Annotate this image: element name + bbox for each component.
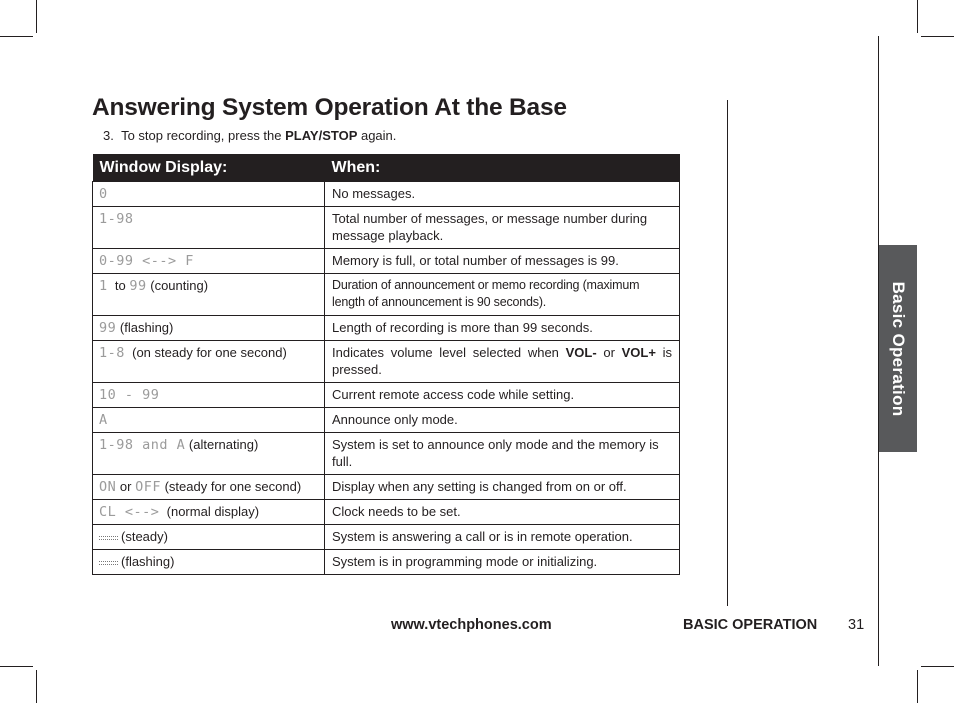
lcd-display-2: 99 <box>129 278 147 294</box>
table-row <box>93 249 680 274</box>
vol-plus-key: VOL+ <box>621 345 656 360</box>
display-note: (steady) <box>121 529 168 544</box>
lcd-display: 1 <box>99 278 108 294</box>
display-note: (steady for one second) <box>164 479 302 494</box>
footer-section: BASIC OPERATION <box>683 617 818 633</box>
table-row <box>93 274 680 316</box>
when-text: or <box>596 345 622 360</box>
when-cell: No messages. <box>325 182 680 207</box>
play-stop-key: PLAY/STOP <box>285 128 358 143</box>
table-row <box>93 408 680 433</box>
lcd-display: ON <box>99 479 117 495</box>
display-note: (normal display) <box>166 504 260 519</box>
dashes-icon <box>99 536 118 540</box>
step-text: To stop recording, press the <box>121 128 286 143</box>
display-note: (counting) <box>150 278 209 293</box>
connector-text: to <box>114 278 126 293</box>
vol-minus-key: VOL- <box>565 345 597 360</box>
when-cell: System is set to announce only mode and the memory is full. <box>325 433 680 475</box>
display-note: (alternating) <box>188 437 259 452</box>
table-row <box>93 525 680 550</box>
header-window-display: Window Display: <box>93 154 325 182</box>
table-row <box>93 475 680 500</box>
when-cell: Duration of announcement or memo recording (maximum length of announcement is 90 seconds). <box>325 274 680 316</box>
when-text: Indicates volume level selected when <box>332 345 566 360</box>
lcd-display: A <box>99 412 108 428</box>
when-cell: Memory is full, or total number of messages is 99. <box>325 249 680 274</box>
table-row <box>93 207 680 249</box>
crop-mark <box>36 0 37 33</box>
lcd-display: 1-98 and A <box>99 437 186 453</box>
when-cell: System is in programming mode or initializing. <box>325 550 680 575</box>
header-when: When: <box>325 154 680 182</box>
when-cell: Current remote access code while setting. <box>325 383 680 408</box>
connector-text: or <box>119 479 132 494</box>
when-cell: Clock needs to be set. <box>325 500 680 525</box>
crop-mark <box>921 36 954 37</box>
page-title: Answering System Operation At the Base <box>92 94 567 121</box>
table-row <box>93 341 680 383</box>
when-cell <box>325 341 680 383</box>
section-tab-label: Basic Operation <box>889 281 908 416</box>
when-cell: Length of recording is more than 99 seconds. <box>325 316 680 341</box>
dashes-icon <box>99 561 118 565</box>
when-cell: Total number of messages, or message number during message playback. <box>325 207 680 249</box>
crop-mark <box>0 666 33 667</box>
table-row <box>93 500 680 525</box>
lcd-display-2: OFF <box>135 479 161 495</box>
display-note: (flashing) <box>119 320 174 335</box>
section-tab <box>879 245 917 452</box>
when-cell: Display when any setting is changed from on or off. <box>325 475 680 500</box>
table-row <box>93 550 680 575</box>
display-note: (flashing) <box>121 554 175 569</box>
crop-mark <box>921 666 954 667</box>
step-text-end: again. <box>357 128 397 143</box>
table-row <box>93 182 680 207</box>
lcd-display: 10 - 99 <box>99 387 160 403</box>
when-cell: System is answering a call or is in remote operation. <box>325 525 680 550</box>
crop-mark <box>0 36 33 37</box>
crop-mark <box>917 670 918 703</box>
lcd-display: 0 <box>99 186 108 202</box>
table-header-row <box>93 154 680 182</box>
when-text: is pressed. <box>332 345 672 377</box>
display-table <box>92 154 680 575</box>
crop-mark <box>36 670 37 703</box>
table-row <box>93 316 680 341</box>
lcd-display: 1-8 <box>99 345 125 361</box>
crop-mark <box>917 0 918 33</box>
table-row <box>93 433 680 475</box>
table-row <box>93 383 680 408</box>
lcd-display: 1-98 <box>99 211 134 227</box>
display-note: (on steady for one second) <box>132 345 287 360</box>
step-number: 3. <box>103 128 114 143</box>
page-number: 31 <box>848 617 865 633</box>
lcd-display: 0-99 <--> F <box>99 253 194 269</box>
column-divider <box>727 100 728 606</box>
lcd-display: CL <--> <box>99 504 160 520</box>
lcd-display: 99 <box>99 320 117 336</box>
when-cell: Announce only mode. <box>325 408 680 433</box>
step-instruction <box>103 128 396 143</box>
footer-url: www.vtechphones.com <box>391 617 552 633</box>
